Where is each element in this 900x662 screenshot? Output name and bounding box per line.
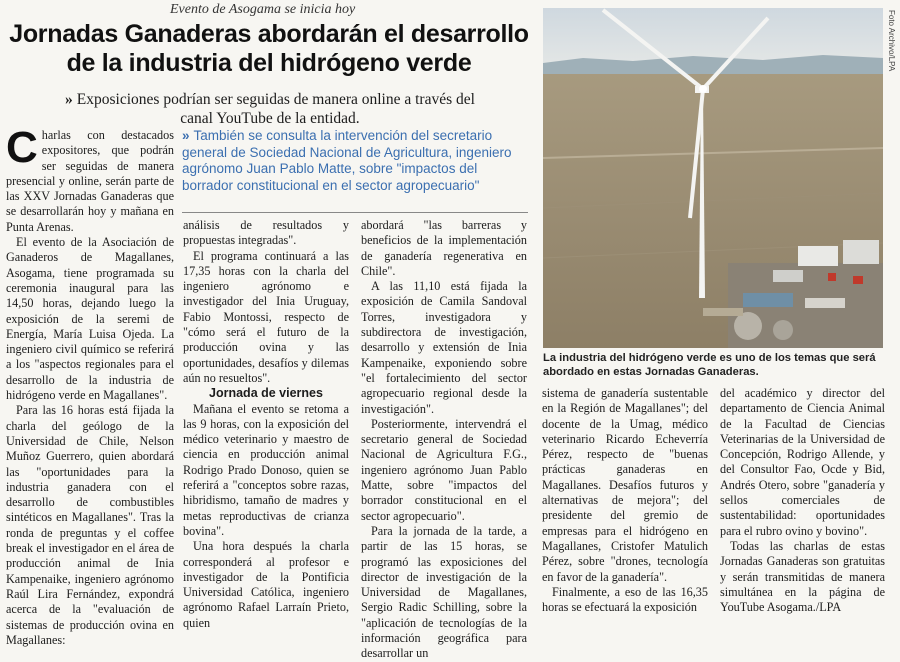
section-subtitle: Jornada de viernes xyxy=(209,386,323,401)
paragraph: Todas las charlas de estas Jornadas Ganaderas son gratuitas y serán transmitidas de manera simultánea en la página de YouTube Asogama./LPA xyxy=(720,538,885,615)
paragraph: abordará "las barreras y beneficios de la implementación de ganadería regenerativa en Chile". xyxy=(361,218,527,278)
paragraph: análisis de resultados y propuestas integradas". xyxy=(183,218,349,248)
paragraph: Mañana el evento se retoma a las 9 horas, con la exposición del médico veterinario y maestro de ciencia en producción animal Rodrigo Prado Donoso, quien se referirá a "conceptos sobre razas, hibridismo, tamaño de madres y metas reproductivas de crianza bovina". xyxy=(183,401,349,538)
chevron-right-icon: » xyxy=(182,128,190,143)
subhead-text: Exposiciones podrían ser seguidas de manera online a través del canal YouTube de la entidad. xyxy=(76,91,475,127)
subhead xyxy=(60,90,480,128)
paragraph: El programa continuará a las 17,35 horas con la charla del ingeniero agrónomo e investigador del Inia Uruguay, Fabio Montossi, respecto de "cómo será el futuro de la producción ovina y las oportunidades, desafíos y dilemas aún no resueltos". xyxy=(183,248,349,385)
column-1 xyxy=(6,123,174,648)
column-2 xyxy=(183,218,349,631)
photo-credit-text: Foto Archivo/LPA xyxy=(887,10,896,72)
column-5 xyxy=(720,386,885,615)
column-4 xyxy=(542,386,708,615)
paragraph: Posteriormente, intervendrá el secretario general de Sociedad Nacional de Agricultura F.G., ingeniero agrónomo Juan Pablo Matte, sobre "impactos del borrador constitucional en el sector agropecuario". xyxy=(361,416,527,523)
paragraph: Para las 16 horas está fijada la charla del geólogo de la Universidad de Chile, Nelson Muñoz Guerrero, quien abordará las "oportunidades para la industria ganadera con el desarrollo de combustibles sintéticos en Magallanes". Tras la ronda de preguntas y el coffee break el investigador en el área de producción animal de Inia Kampenaike, ingeniero agrónomo Raúl Lira Fernández, expondrá acerca de la "evaluación de sistemas de producción ovina en Magallanes: xyxy=(6,403,174,647)
column-3 xyxy=(361,218,527,662)
paragraph: Finalmente, a eso de las 16,35 horas se efectuará la exposición xyxy=(542,584,708,615)
pull-quote xyxy=(182,128,527,194)
pull-quote-text: También se consulta la intervención del secretario general de Sociedad Nacional de Agricultura, ingeniero agrónomo Juan Pablo Matte, sobre "impactos del borrador constitucional en el sector agropecuario" xyxy=(182,128,512,193)
paragraph xyxy=(6,123,174,235)
photo-caption: La industria del hidrógeno verde es uno de los temas que será abordado en estas Jornadas Ganaderas. xyxy=(543,352,876,378)
wind-turbine-photo xyxy=(543,8,883,348)
photo-credit xyxy=(886,10,898,80)
paragraph: Para la jornada de la tarde, a partir de las 15 horas, se programó las exposiciones del director de investigación de la Universidad de Magallanes, Sergio Radic Schilling, sobre la "aplicación de tecnologías de la información geográfica para desarrollar un xyxy=(361,523,527,661)
paragraph-text: harlas con destacados expositores, que podrán ser seguidas de manera presencial y online, serán parte de las XXV Jornadas Ganaderas que se desarrollarán hoy y mañana en Punta Arenas. xyxy=(6,128,174,234)
paragraph: El evento de la Asociación de Ganaderos de Magallanes, Asogama, tiene programada su ceremonia inaugural para las 14,50 horas, dejando luego la exposición de la seremi de Energía, María Luisa Ojeda. La ingeniero civil químico se referirá a los "aspectos regionales para el desarrollo de la industria de hidrógeno verde en Magallanes". xyxy=(6,235,174,403)
paragraph: sistema de ganadería sustentable en la Región de Magallanes"; del docente de la Umag, médico veterinario Ricardo Echeverría Pérez, respecto de "buenas prácticas ganaderas en Magallanes. Desafíos futuros y alternativas de mejora"; del presidente del gremio de empresas para el hidrógeno en Magallanes, Cristofer Matulich Pérez, sobre "drones, tecnología en favor de la ganadería". xyxy=(542,386,708,584)
divider xyxy=(182,212,528,213)
kicker: Evento de Asogama se inicia hoy xyxy=(170,2,356,17)
paragraph: Una hora después la charla corresponderá al profesor e investigador de la Pontificia Universidad Católica, ingeniero agrónomo Rafael Larraín Prieto, quien xyxy=(183,539,349,630)
chevron-right-icon: » xyxy=(65,91,73,108)
drop-cap: C xyxy=(6,123,38,172)
paragraph: del académico y director del departamento de Ciencia Animal de la Facultad de Ciencias Veterinarias de la Universidad de Concepción, Rodrigo Allende, y del Consultor Fao, Ocde y Bid, Andrés Otero, sobre "ganadería y sellos comerciales de sustentabilidad: oportunidades para el rubro ovino y bovino". xyxy=(720,386,885,538)
paragraph: A las 11,10 está fijada la exposición de Camila Sandoval Torres, investigadora y subdirectora de investigación, desarrollo y extensión de Inia Kampenaike, exponiendo sobre "el fortalecimiento del sector agropecuario regional desde la investigación". xyxy=(361,279,527,416)
headline: Jornadas Ganaderas abordarán el desarrollo de la industria del hidrógeno verde xyxy=(9,20,529,77)
